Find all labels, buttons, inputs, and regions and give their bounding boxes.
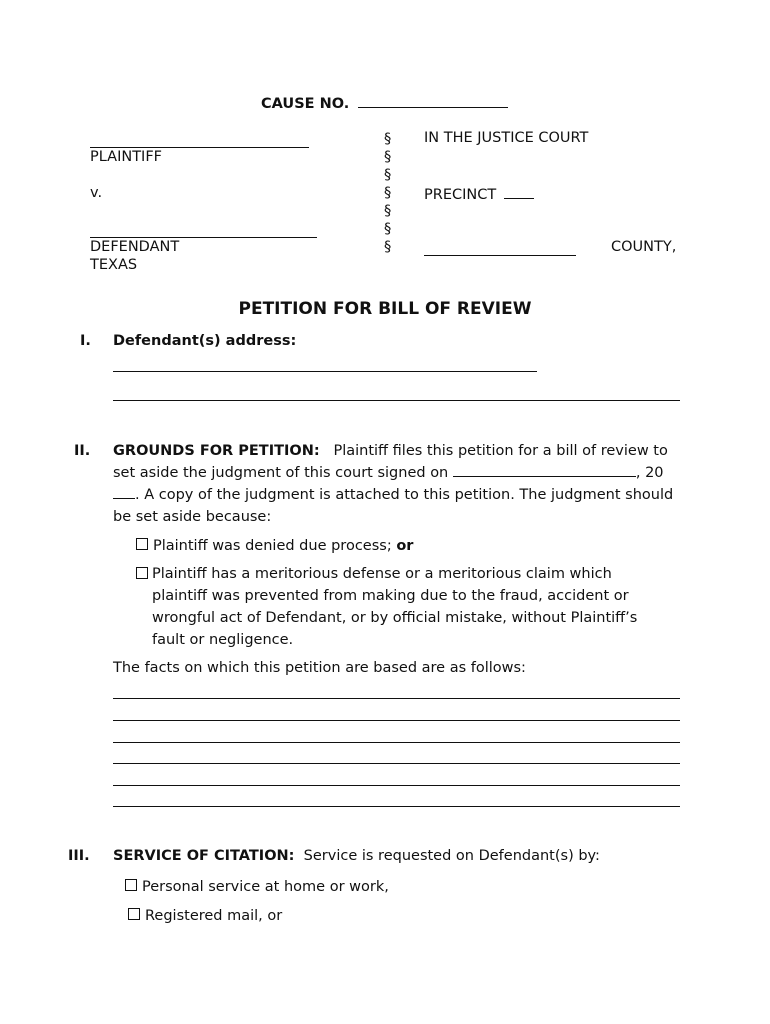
plaintiff-label: PLAINTIFF (90, 149, 163, 165)
option-personal-service-label: Personal service at home or work, (142, 879, 389, 895)
section-symbol: § (384, 131, 392, 147)
service-paragraph (113, 848, 600, 864)
section-symbols (384, 130, 391, 256)
defendant-name-line[interactable] (90, 237, 317, 238)
defendant-address-line-1[interactable] (113, 371, 537, 372)
section-symbol: § (384, 149, 392, 165)
texas-label: TEXAS (90, 257, 138, 273)
grounds-paragraph: GROUNDS FOR PETITION: Plaintiff files this petition for a bill of review to set aside the judgment of this court signed on , 20. A copy of the judgment is attached to this petition. The judgment should be set aside because: (113, 443, 674, 525)
checkbox-icon[interactable] (125, 879, 137, 891)
checkbox-icon[interactable] (136, 538, 148, 550)
option-personal-service[interactable] (125, 879, 389, 895)
facts-line-4[interactable] (113, 763, 680, 764)
county-label: COUNTY, (611, 239, 677, 255)
section-3-numeral: III. (68, 848, 90, 864)
facts-line-1[interactable] (113, 698, 680, 699)
section-symbol: § (384, 185, 392, 201)
section-2-heading: GROUNDS FOR PETITION: (113, 443, 320, 459)
option-meritorious-label: Plaintiff has a meritorious defense or a meritorious claim which plaintiff was prevented from making due to the fraud, accident or wrongful act of Defendant, or by official mistake, without Plaintiff’s fault or negligence. (152, 566, 638, 648)
cause-number-field[interactable] (358, 94, 508, 108)
document-title: PETITION FOR BILL OF REVIEW (238, 299, 532, 319)
facts-line-3[interactable] (113, 742, 680, 743)
plaintiff-name-line[interactable] (90, 147, 309, 148)
checkbox-icon[interactable] (128, 908, 140, 920)
section-3-heading: SERVICE OF CITATION: (113, 848, 295, 864)
judgment-year-field[interactable] (113, 485, 135, 499)
judgment-date-field[interactable] (453, 463, 636, 477)
grounds-text-2: . A copy of the judgment is attached to this petition. The judgment should be set aside because: (113, 487, 674, 525)
section-symbol: § (384, 221, 392, 237)
versus-label: v. (90, 185, 103, 201)
cause-number-label: CAUSE NO. (261, 96, 350, 112)
option-due-process-label: Plaintiff was denied due process; (153, 538, 392, 554)
option-registered-mail-label: Registered mail, or (145, 908, 283, 924)
cause-number (261, 94, 508, 112)
facts-line-6[interactable] (113, 806, 680, 807)
defendant-address-line-2[interactable] (113, 400, 680, 401)
option-due-process[interactable] (136, 538, 413, 554)
precinct-field[interactable] (504, 185, 534, 199)
facts-line-5[interactable] (113, 785, 680, 786)
year-prefix: 20 (645, 465, 664, 481)
section-1-heading: Defendant(s) address: (113, 333, 297, 349)
service-text: Service is requested on Defendant(s) by: (303, 848, 600, 864)
option-registered-mail[interactable] (128, 908, 282, 924)
facts-label: The facts on which this petition are based are as follows: (113, 660, 526, 676)
section-2-numeral: II. (74, 443, 91, 459)
precinct-label: PRECINCT (424, 187, 497, 203)
precinct (424, 185, 534, 203)
section-1-numeral: I. (80, 333, 91, 349)
court-label: IN THE JUSTICE COURT (424, 130, 589, 146)
section-symbol: § (384, 167, 392, 183)
county-name-line[interactable] (424, 255, 576, 256)
facts-line-2[interactable] (113, 720, 680, 721)
option-or: or (396, 538, 414, 554)
defendant-label: DEFENDANT (90, 239, 180, 255)
grounds-text-1: Plaintiff files this petition for a bill of review to set aside the judgment of this court signed on (113, 443, 668, 481)
section-symbol: § (384, 203, 392, 219)
section-symbol: § (384, 239, 392, 255)
